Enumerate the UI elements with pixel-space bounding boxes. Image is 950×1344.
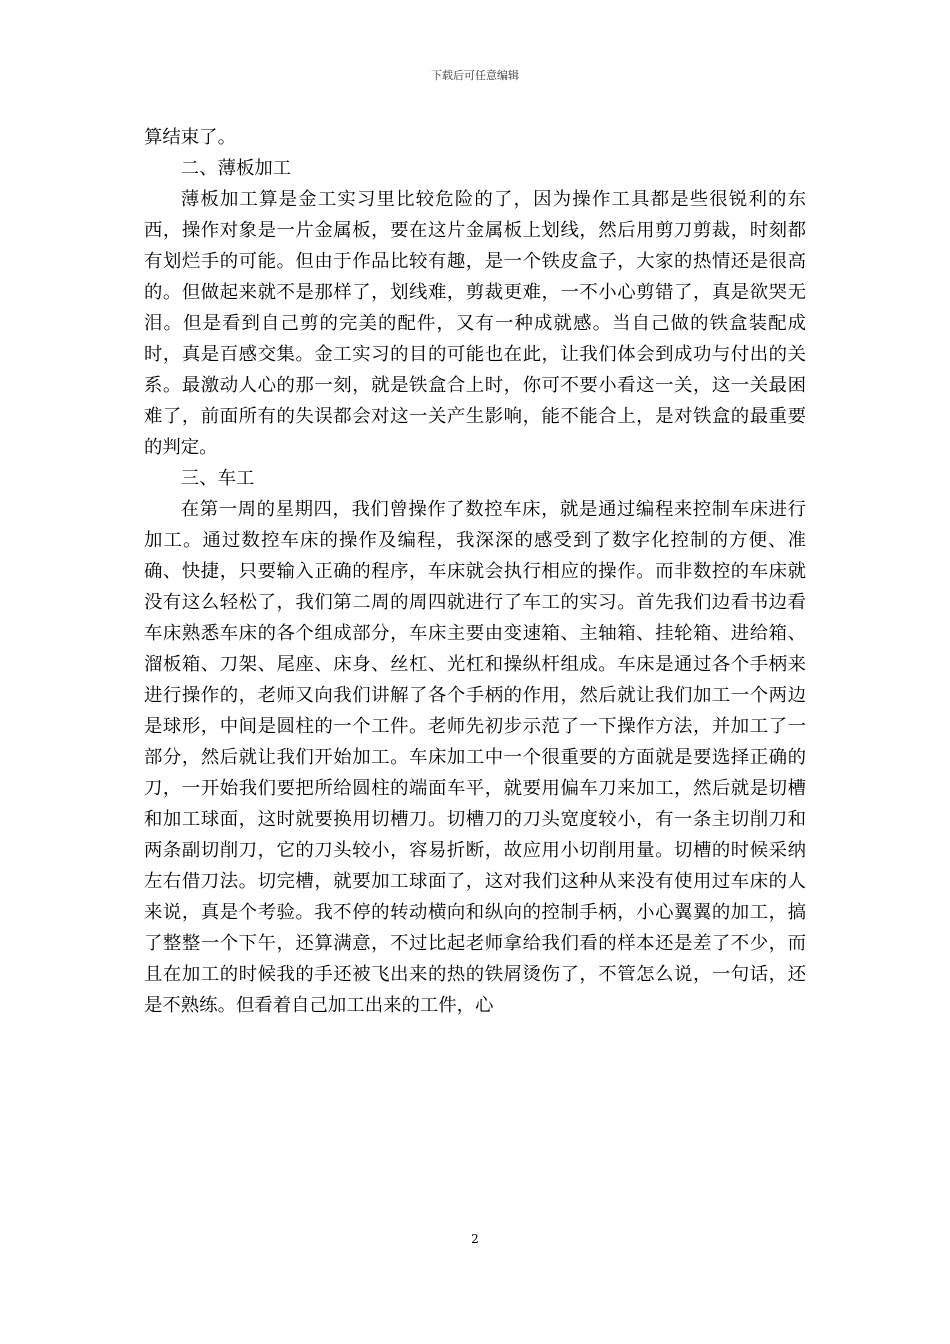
document-body <box>144 122 806 1021</box>
section-heading-sheet-metal: 二、薄板加工 <box>180 158 292 179</box>
section-heading-lathe: 三、车工 <box>180 468 255 489</box>
page-number: 2 <box>471 1232 479 1246</box>
paragraph-sheet-metal: 薄板加工算是金工实习里比较危险的了，因为操作工具都是些很锐利的东西，操作对象是一片金属板，要在这片金属板上划线，然后用剪刀剪裁，时刻都有划烂手的可能。但由于作品比较有趣，是一个铁皮盒子，大家的热情还是很高的。但做起来就不是那样了，划线难，剪裁更难，一不小心剪错了，真是欲哭无泪。但是看到自己剪的完美的配件，又有一种成就感。当自己做的铁盒装配成时，真是百感交集。金工实习的目的可能也在此，让我们体会到成功与付出的关系。最激动人心的那一刻，就是铁盒合上时，你可不要小看这一关，这一关最困难了，前面所有的失误都会对这一关产生影响，能不能合上，是对铁盒的最重要的判定。 <box>144 189 806 458</box>
paragraph-continuation: 算结束了。 <box>144 127 236 148</box>
paragraph-lathe: 在第一周的星期四，我们曾操作了数控车床，就是通过编程来控制车床进行加工。通过数控车床的操作及编程，我深深的感受到了数字化控制的方便、准确、快捷，只要输入正确的程序，车床就会执行相应的操作。而非数控的车床就没有这么轻松了，我们第二周的周四就进行了车工的实习。首先我们边看书边看车床熟悉车床的各个组成部分，车床主要由变速箱、主轴箱、挂轮箱、进给箱、溜板箱、刀架、尾座、床身、丝杠、光杠和操纵杆组成。车床是通过各个手柄来进行操作的，老师又向我们讲解了各个手柄的作用，然后就让我们加工一个两边是球形，中间是圆柱的一个工件。老师先初步示范了一下操作方法，并加工了一部分，然后就让我们开始加工。车床加工中一个很重要的方面就是要选择正确的刀，一开始我们要把所给圆柱的端面车平，就要用偏车刀来加工，然后就是切槽和加工球面，这时就要换用切槽刀。切槽刀的刀头宽度较小，有一条主切削刀和两条副切削刀，它的刀头较小，容易折断，故应用小切削用量。切槽的时候采纳左右借刀法。切完槽，就要加工球面了，这对我们这种从来没有使用过车床的人来说，真是个考验。我不停的转动横向和纵向的控制手柄，小心翼翼的加工，搞了整整一个下午，还算满意，不过比起老师拿给我们看的样本还是差了不少，而且在加工的时候我的手还被飞出来的热的铁屑烫伤了，不管怎么说，一句话，还是不熟练。但看着自己加工出来的工件，心 <box>144 499 806 1016</box>
page-header: 下载后可任意编辑 <box>431 69 519 82</box>
